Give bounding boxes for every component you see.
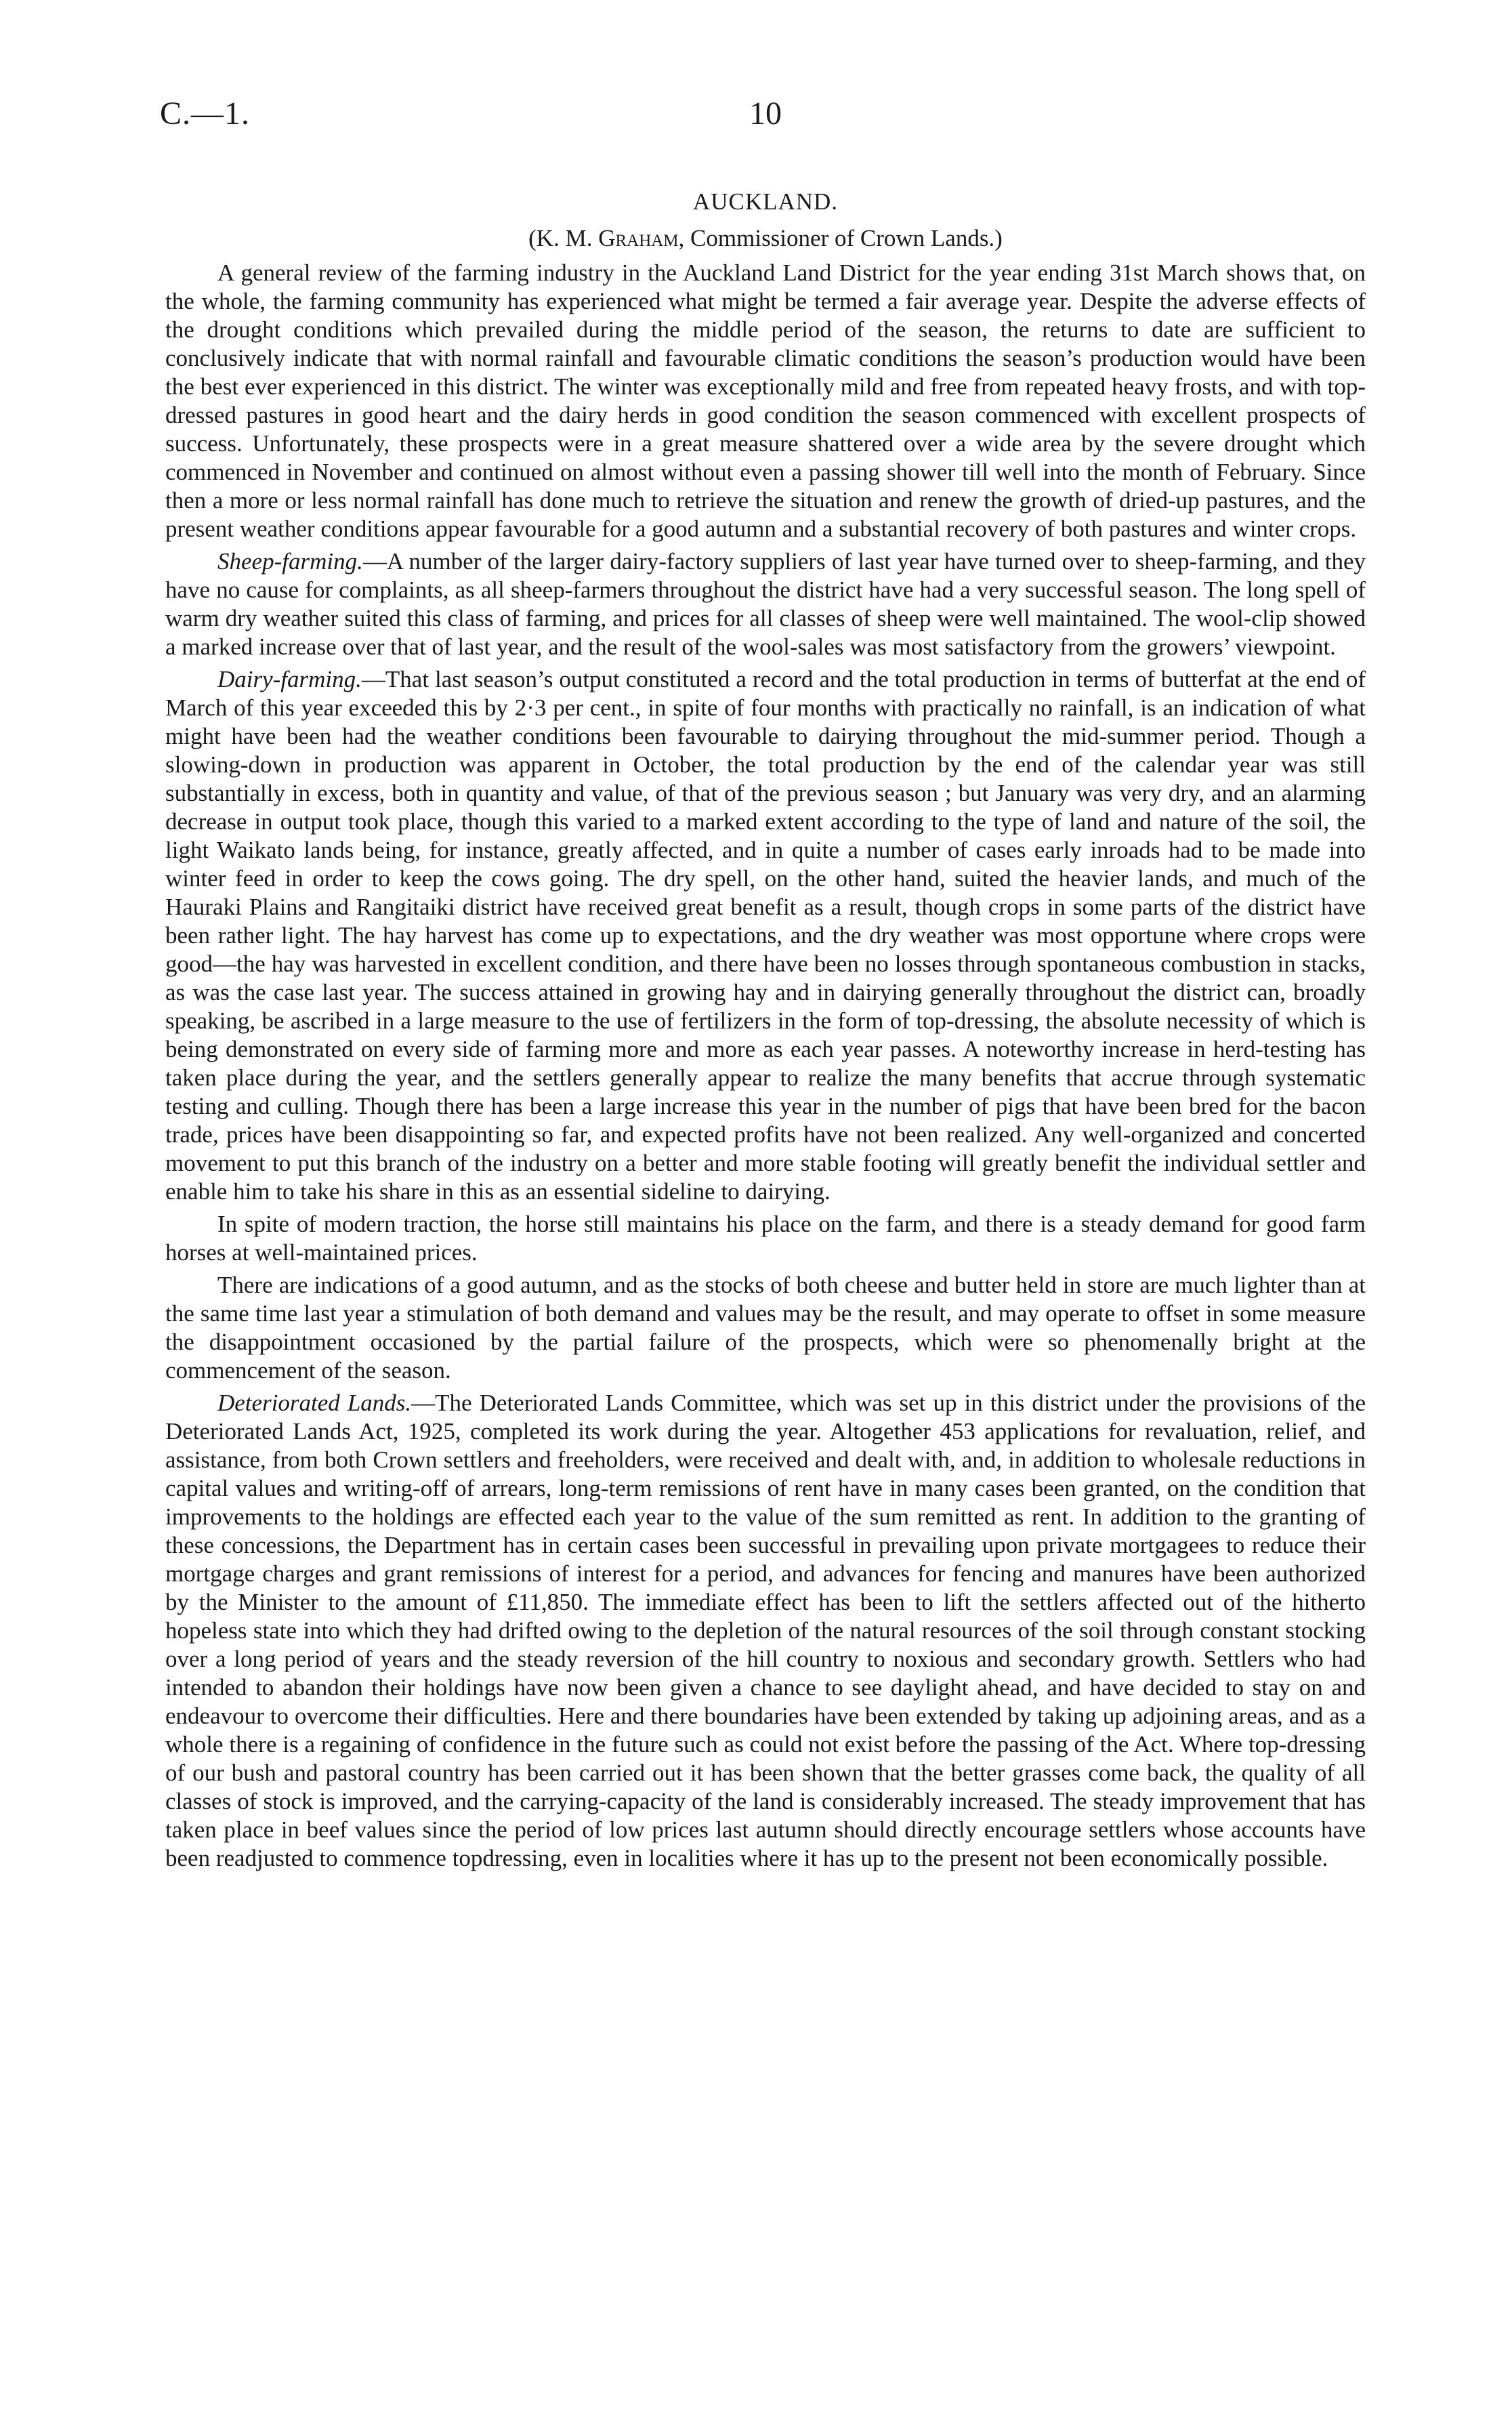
commissioner-name: K. M. Graham bbox=[536, 225, 679, 251]
byline bbox=[165, 225, 1366, 252]
paragraph-text: A general review of the farming industry in the Auckland Land District for the year ending 31st March shows that, on the whole, the farming community has experienced what might be termed a fair average year. Despite the adverse effects of the drought conditions which prevailed during the middle period of the season, the returns to date are sufficient to conclusively indicate that with normal rainfall and favourable climatic conditions the season’s production would have been the best ever experienced in this district. The winter was exceptionally mild and free from repeated heavy frosts, and with top-dressed pastures in good heart and the dairy herds in good condition the season commenced with excellent prospects of success. Unfortunately, these prospects were in a great measure shattered over a wide area by the severe drought which commenced in November and continued on almost without even a passing shower till well into the month of February. Since then a more or less normal rainfall has done much to retrieve the situation and renew the growth of dried-up pastures, and the present weather conditions appear favourable for a good autumn and a substantial recovery of both pastures and winter crops. bbox=[165, 259, 1366, 542]
report-body bbox=[165, 188, 1366, 1873]
byline-rest: , Commissioner of Crown Lands.) bbox=[678, 225, 1003, 251]
paragraph-deteriorated-lands bbox=[165, 1389, 1366, 1873]
paragraph-autumn-outlook bbox=[165, 1271, 1366, 1385]
paragraph-dairy-farming bbox=[165, 665, 1366, 1206]
paragraph-text: In spite of modern traction, the horse still maintains his place on the farm, and there is a steady demand for good farm horses at well-maintained prices. bbox=[165, 1211, 1366, 1266]
byline-open: ( bbox=[528, 225, 537, 251]
paragraph-heading: Deteriorated Lands. bbox=[217, 1390, 412, 1416]
paragraph-general-review bbox=[165, 259, 1366, 543]
document-reference: C.—1. bbox=[160, 96, 251, 131]
section-title: AUCKLAND. bbox=[692, 188, 839, 215]
page-number: 10 bbox=[749, 96, 782, 131]
paragraph-horses bbox=[165, 1210, 1366, 1267]
paragraph-text: There are indications of a good autumn, and as the stocks of both cheese and butter held in store are much lighter than at the same time last year a stimulation of both demand and values may be the result, and may operate to offset in some measure the disappointment occasioned by the partial failure of the prospects, which were so phenomenally bright at the commencement of the season. bbox=[165, 1272, 1366, 1384]
paragraph-heading: Sheep-farming. bbox=[217, 548, 363, 575]
page-header bbox=[160, 95, 1371, 136]
paragraph-heading: Dairy-farming. bbox=[217, 666, 362, 692]
paragraph-text: —That last season’s output constituted a record and the total production in terms of butterfat at the end of March of this year exceeded this by 2·3 per cent., in spite of four months with practically no rainfall, is an indication of what might have been had the weather conditions been favourable to dairying throughout the mid-summer period. Though a slowing-down in production was apparent in October, the total production by the end of the calendar year was still substantially in excess, both in quantity and value, of that of the previous season ; but January was very dry, and an alarming decrease in output took place, though this varied to a marked extent according to the type of land and nature of the soil, the light Waikato lands being, for instance, greatly affected, and in quite a number of cases early inroads had to be made into winter feed in order to keep the cows going. The dry spell, on the other hand, suited the heavier lands, and much of the Hauraki Plains and Rangitaiki district have received great benefit as a result, though crops in some parts of the district have been rather light. The hay harvest has come up to expectations, and the dry weather was most opportune where crops were good—the hay was harvested in excellent condition, and there have been no losses through spontaneous combustion in stacks, as was the case last year. The success attained in growing hay and in dairying generally throughout the district can, broadly speaking, be ascribed in a large measure to the use of fertilizers in the form of top-dressing, the absolute necessity of which is being demonstrated on every side of farming more and more as each year passes. A noteworthy increase in herd-testing has taken place during the year, and the settlers generally appear to realize the many benefits that accrue through systematic testing and culling. Though there has been a large increase this year in the number of pigs that have been bred for the bacon trade, prices have been disappointing so far, and expected profits have not been realized. Any well-organized and concerted movement to put this branch of the industry on a better and more stable footing will greatly benefit the individual settler and enable him to take his share in this as an essential sideline to dairying. bbox=[165, 666, 1366, 1205]
paragraph-text: —A number of the larger dairy-factory suppliers of last year have turned over to sheep-farming, and they have no cause for complaints, as all sheep-farmers throughout the district have had a very successful season. The long spell of warm dry weather suited this class of farming, and prices for all classes of sheep were well maintained. The wool-clip showed a marked increase over that of last year, and the result of the wool-sales was most satisfactory from the growers’ viewpoint. bbox=[165, 548, 1366, 660]
paragraph-text: —The Deteriorated Lands Committee, which was set up in this district under the provisions of the Deteriorated Lands Act, 1925, completed its work during the year. Altogether 453 applications for revaluation, relief, and assistance, from both Crown settlers and freeholders, were received and dealt with, and, in addition to wholesale reductions in capital values and writing-off of arrears, long-term remissions of rent have in many cases been granted, on the condition that improvements to the holdings are effected each year to the value of the sum remitted as rent. In addition to the granting of these concessions, the Department has in certain cases been successful in prevailing upon private mortgagees to reduce their mortgage charges and grant remissions of interest for a period, and advances for fencing and manures have been authorized by the Minister to the amount of £11,850. The immediate effect has been to lift the settlers affected out of the hitherto hopeless state into which they had drifted owing to the depletion of the natural resources of the soil through constant stocking over a long period of years and the steady reversion of the hill country to noxious and secondary growth. Settlers who had intended to abandon their holdings have now been given a chance to see daylight ahead, and have decided to stay on and endeavour to overcome their difficulties. Here and there boundaries have been extended by taking up adjoining areas, and as a whole there is a regaining of confidence in the future such as could not exist before the passing of the Act. Where top-dressing of our bush and pastoral country has been carried out it has been shown that the better grasses come back, the quality of all classes of stock is improved, and the carrying-capacity of the land is considerably increased. The steady improvement that has taken place in beef values since the period of low prices last autumn should directly encourage settlers whose accounts have been readjusted to commence topdressing, even in localities where it has up to the present not been economically possible. bbox=[165, 1390, 1366, 1871]
paragraph-sheep-farming bbox=[165, 547, 1366, 661]
